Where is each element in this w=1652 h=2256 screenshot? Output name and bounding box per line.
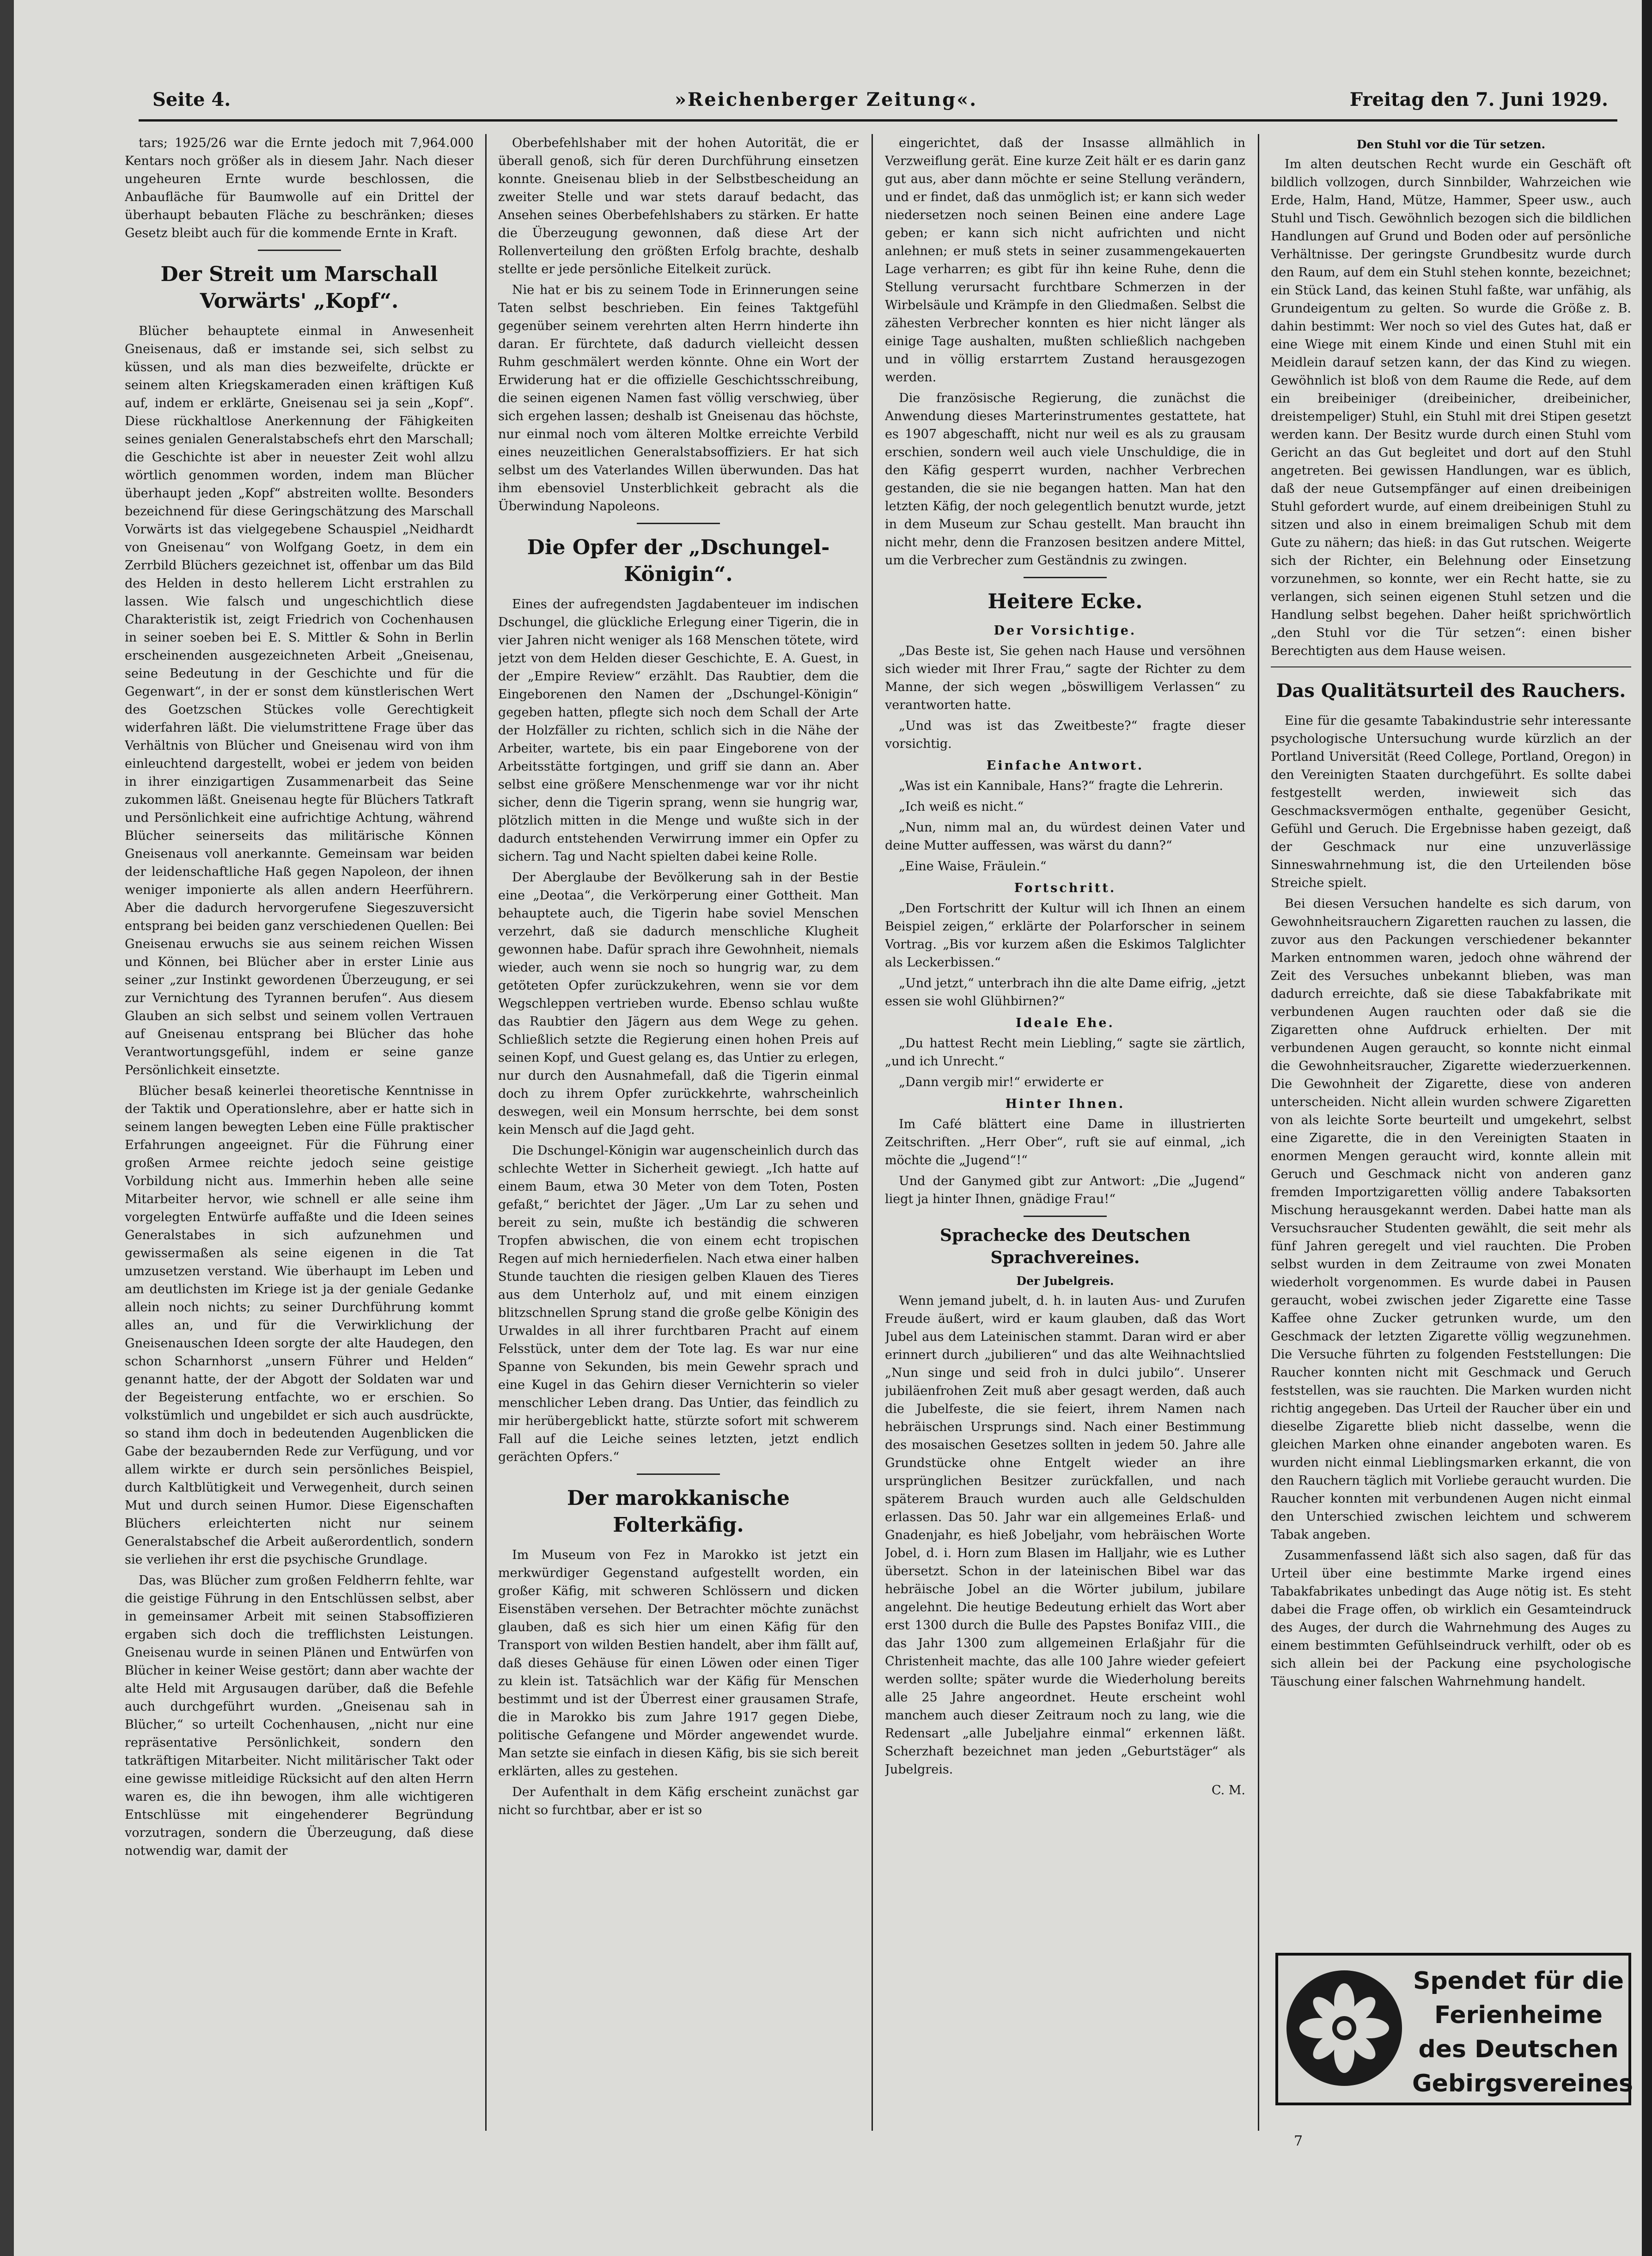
paragraph: Zusammenfassend läßt sich also sagen, daß für das Urteil über eine bestimmte Marke irgend eines Tabakfabrikates unbedingt das Auge nötig ist. Es steht dabei die Frage offen, ob wirklich ein Gesamteindruck des Auges, der durch die Wahrnehmung des Auges zu einem bestimmten Gefühlseindruck verhilft, oder ob es sich allein bei der Packung eine psychologische Täuschung einer falschen Wahrnehmung handelt. bbox=[1271, 1548, 1631, 1689]
column-1 bbox=[125, 134, 474, 2121]
joke-title: Fortschritt. bbox=[1014, 881, 1116, 895]
masthead-title: »Reichenberger Zeitung«. bbox=[675, 89, 978, 110]
page-header bbox=[152, 89, 1608, 116]
paragraph: Bei diesen Versuchen handelte es sich darum, von Gewohnheitsrauchern Zigaretten rauchen zu lassen, die zuvor aus den Packungen verschiedener bekannter Marken entnommen waren, jedoch ohne während der Zeit des Versuches unbekannt blieben, was man dadurch erreichte, daß sie diese Tabakfabrikate mit verbundenen Augen rauchten oder daß sie die Zigaretten ohne Aufdruck erhielten. Der mit verbundenen Augen geraucht, so konnte nicht einmal die Gewohnheitsraucher, Zigarette wiederzuerkennen. Die Gewohnheit der Zigarette, diese von anderen unterscheiden. Nicht allein wurden schwere Zigaretten von als leichte Sorte beurteilt und umgekehrt, selbst eine Zigarette, die in den Vereinigten Staaten in enormen Mengen geraucht wird, konnte allein mit Geruch und Geschmack nicht von anderen ganz fremden Importzigaretten völlig andere Tabaksorten Mischung herausgekannt werden. Dabei hatte man als Versuchsraucher Studenten gewählt, die seit mehr als fünf Jahren geregelt und viel rauchten. Die Proben selbst wurden in dem Zeitraume von zwei Monaten wiederholt vorgenommen. Es wurde dabei in Pausen geraucht, wobei zwischen jeder Zigarette eine Tasse Kaffee ohne Zucker getrunken wurde, um den Geschmack der letzten Zigarette völlig wegzunehmen. Die Versuche führten zu folgenden Feststellungen: Die Raucher konnten nicht mit Geschmack und Geruch feststellen, was sie rauchten. Die Marken wurden nicht richtig angegeben. Das Urteil der Raucher über ein und dieselbe Zigarette blieb nicht dasselbe, wenn die gleichen Marken ohne einander angeboten waren. Es wurden nicht einmal Lieblingsmarken erkannt, die von den Rauchern täglich mit Vorliebe geraucht wurden. Die Raucher konnten mit verbundenen Augen nicht einmal den Unterschied zwischen leichtem und schwerem Tabak angeben. bbox=[1271, 897, 1631, 1542]
joke-text: „Eine Waise, Fräulein.“ bbox=[899, 859, 1047, 874]
separator bbox=[637, 523, 720, 524]
author-signature: C. M. bbox=[1211, 1783, 1245, 1797]
column-divider bbox=[485, 134, 487, 2131]
paragraph: Blücher besaß keinerlei theoretische Kenntnisse in der Taktik und Operationslehre, aber er hatte sich in seinem langen bewegten Leben eine Fülle praktischer Erfahrungen angeeignet. Für die Führung einer großen Armee reichte jedoch seine geistige Vorbildung nicht aus. Immerhin heben alle seine Mitarbeiter hervor, wie schnell er alle seine ihm vorgelegten Entwürfe auffaßte und die Ideen seines Generalstabes in sich aufzunehmen und gewissermaßen als seine eigenen in die Tat umzusetzen verstand. Wie überhaupt im Leben und am deutlichsten im Kriege ist ja der geniale Gedanke allein noch nichts; zu seiner Durchführung kommt alles an, und für die Verwirklichung der Gneisenauschen Ideen sorgte der alte Haudegen, den schon Scharnhorst „unsern Führer und Helden“ genannt hatte, der der Abgott der Soldaten war und der Begeisterung entfachte, wo er erschien. So volkstümlich und ungebildet er sich auch ausdrückte, so stand ihm doch in bedeutenden Augenblicken die Gabe der bezaubernden Rede zur Verfügung, und vor allem wirkte er durch sein persönliches Beispiel, durch Kaltblütigkeit und Verwegenheit, durch seinen Mut und durch seinen Humor. Diese Eigenschaften Blüchers erleichterten nicht nur seinem Generalstabschef die Arbeit außerordentlich, sondern sie verliehen ihr erst die psychische Grundlage. bbox=[125, 1084, 474, 1567]
paragraph: eingerichtet, daß der Insasse allmählich in Verzweiflung gerät. Eine kurze Zeit hält er es darin ganz gut aus, aber dann möchte er seine Stellung verändern, und er findet, daß das unmöglich ist; er kann sich weder niedersetzen noch seinen Beinen eine andere Lage geben; er kann sich nicht aufrichten und nicht anlehnen; er muß stets in seiner zusammengekauerten Lage verharren; es gibt für ihn keine Ruhe, denn die Stellung verursacht furchtbare Schmerzen in der Wirbelsäule und Krämpfe in den Gliedmaßen. Selbst die zähesten Verbrecher konnten es hier nicht länger als einige Tage aushalten, mußten schließlich nachgeben und in völlig erstarrtem Zustand herausgezogen werden. bbox=[885, 136, 1245, 385]
scan-edge-left bbox=[0, 0, 14, 2256]
headline-bluecher: Der Streit um Marschall Vorwärts' „Kopf“. bbox=[160, 263, 438, 313]
joke-text: „Was ist ein Kannibale, Hans?“ fragte die Lehrerin. bbox=[899, 779, 1223, 793]
separator bbox=[1024, 1216, 1107, 1217]
joke-title: Hinter Ihnen. bbox=[1005, 1097, 1125, 1111]
separator bbox=[1024, 577, 1107, 578]
page-number: Seite 4. bbox=[152, 89, 231, 110]
paragraph: Der Aufenthalt in dem Käfig erscheint zunächst gar nicht so furchtbar, aber er ist so bbox=[498, 1785, 859, 1817]
headline-heitere-ecke: Heitere Ecke. bbox=[988, 590, 1143, 613]
paragraph: Nie hat er bis zu seinem Tode in Erinnerungen seine Taten selbst beschrieben. Ein feines Taktgefühl gegenüber seinem verehrten alten Herrn hinderte ihn daran. Er fürchtete, daß dadurch vielleicht dessen Ruhm geschmälert werden könnte. Ohne ein Wort der Erwiderung hat er die offizielle Geschichtsschreibung, die seinen eigenen Namen fast völlig verschwieg, über sich ergehen lassen; deshalb ist Gneisenau das höchste, nur einmal noch vom älteren Moltke erreichte Verbild eines neuzeitlichen Generalstabsoffiziers. Er hat sich selbst um des Vaterlandes Willen überwunden. Das hat ihm ebensoviel Unsterblichkeit gebracht als die Überwindung Napoleons. bbox=[498, 283, 859, 514]
headline-dschungel-koenigin: Die Opfer der „Dschungel-Königin“. bbox=[527, 536, 830, 586]
paragraph: Der Aberglaube der Bevölkerung sah in der Bestie eine „Deotaa“, die Verkörperung einer Gottheit. Man behauptete auch, die Tigerin habe soviel Menschen verzehrt, daß sie dadurch menschliche Klugheit gewonnen habe. Dafür sprach ihre Gewohnheit, niemals wieder, auch wenn sie noch so hungrig war, zu dem getöteten Opfer zurückzukehren, wenn sie vor dem Wegschleppen vertrieben wurde. Ebenso schlau wußte das Raubtier den Jägern aus dem Wege zu gehen. Schließlich setzte die Regierung einen hohen Preis auf seinen Kopf, und Guest gelang es, das Untier zu erlegen, nur durch den Ausnahmefall, daß die Tigerin einmal doch zu ihrem Opfer zurückkehrte, wahrscheinlich deswegen, weil ein Monsum herrschte, bei dem sonst kein Mensch auf die Jagd geht. bbox=[498, 870, 859, 1137]
joke-text: Im Café blättert eine Dame in illustrierten Zeitschriften. „Herr Ober“, ruft sie auf einmal, „ich möchte die „Jugend“!“ bbox=[885, 1117, 1245, 1168]
paragraph: Im alten deutschen Recht wurde ein Geschäft oft bildlich vollzogen, durch Sinnbilder, Wahrzeichen wie Erde, Halm, Hand, Mütze, Hammer, Speer usw., auch Stuhl und Tisch. Gewöhnlich bezogen sich die bildlichen Handlungen auf Grund und Boden oder auf persönliche Verhältnisse. Der geringste Grundbesitz wurde durch den Raum, auf dem ein Stuhl stehen konnte, bezeichnet; ein Stück Land, das keinen Stuhl faßte, war unfähig, als Grundeigentum zu gelten. So wurde die Größe z. B. dahin bestimmt: Wer noch so viel des Gutes hat, daß er eine Wiege mit einem Kinde und einen Stuhl mit ein Meidlein darauf setzen kann, der das Kind zu wiegen. Gewöhnlich ist bloß von dem Raume die Rede, auf dem ein breibeiniger (dreibeinicher, dreibeinicher, dreistempeliger) Stuhl, ein Stuhl mit drei Stipen gesetzt werden kann. Der Besitz wurde durch einen Stuhl vom Gericht an das Gut begleitet und dort auf den Stuhl angetreten. Bei gewissen Handlungen, war es üblich, daß der neue Gutsempfänger auf einen dreibeinigen Stuhl gefordert wurde, auf einem dreibeinigen Stuhl zu sitzen und also in einem breimaligen Schub mit dem Gute zu nähern; das hieß: in das Gut rutschen. Weigerte sich der Richter, ein Belehnung oder Einsetzung vorzunehmen, so konnte, wer ein Recht hatte, sie zu verlangen, sich seinen eigenen Stuhl setzen und die Handlung selbst begehen. Daher heißt sprichwörtlich „den Stuhl vor die Tür setzen“: einen bisher Berechtigten aus dem Hause weisen. bbox=[1271, 157, 1631, 658]
subheadline-stuhl: Den Stuhl vor die Tür setzen. bbox=[1356, 138, 1546, 151]
joke-text: Und der Ganymed gibt zur Antwort: „Die „Jugend“ liegt ja hinter Ihnen, gnädige Frau!“ bbox=[885, 1174, 1245, 1206]
appeal-line: Gebirgsvereines bbox=[1412, 2070, 1633, 2097]
appeal-line: des Deutschen bbox=[1418, 2036, 1619, 2063]
column-4 bbox=[1271, 134, 1631, 2121]
joke-title: Der Vorsichtige. bbox=[994, 624, 1137, 638]
headline-sprachecke: Sprachecke des Deutschen Sprachvereines. bbox=[939, 1226, 1190, 1267]
joke-title: Einfache Antwort. bbox=[986, 758, 1144, 773]
appeal-line: Spendet für die bbox=[1413, 1967, 1624, 1995]
column-2 bbox=[498, 134, 859, 2121]
joke-text: „Ich weiß es nicht.“ bbox=[899, 800, 1024, 814]
joke-text: „Und was ist das Zweitbeste?“ fragte dieser vorsichtig. bbox=[885, 719, 1245, 751]
paragraph: Blücher behauptete einmal in Anwesenheit Gneisenaus, daß er imstande sei, sich selbst zu küssen, und als man dies bezweifelte, drückte er seinem alten Kriegskameraden einen kräftigen Kuß auf, indem er erklärte, Gneisenau sei ja sein „Kopf“. Diese rückhaltlose Anerkennung der Fähigkeiten seines genialen Generalstabschefs ehrt den Marschall; die Geschichte ist aber in neuester Zeit wohl allzu wörtlich genommen worden, indem man Blücher überhaupt jeden „Kopf“ abstreiten wollte. Besonders bezeichnend für diese Geringschätzung des Marschall Vorwärts ist das vielgegebene Schauspiel „Neidhardt von Gneisenau“ von Wolfgang Goetz, in dem ein Zerrbild Blüchers gezeichnet ist, offenbar um das Bild des Helden in desto hellerem Licht erstrahlen zu lassen. Wie falsch und ungeschichtlich diese Charakteristik ist, zeigt Friedrich von Cochenhausen in seiner soeben bei E. S. Mittler & Sohn in Berlin erscheinenden ausgezeichneten Arbeit „Gneisenau, seine Bedeutung in der Geschichte und für die Gegenwart“, in der er sonst dem künstlerischen Wert des Goetzschen Stückes volle Gerechtigkeit widerfahren läßt. Die vielumstrittene Frage über das Verhältnis von Blücher und Gneisenau wird von ihm einleuchtend dargestellt, wobei er jedem von beiden in ihrer einzigartigen Zusammenarbeit das Seine zukommen läßt. Gneisenau hegte für Blüchers Tatkraft und Persönlichkeit eine aufrichtige Achtung, während Blücher seinerseits das militärische Können Gneisenaus voll anerkannte. Gemeinsam war beiden der leidenschaftliche Haß gegen Napoleon, der ihnen weniger imponierte als allen andern Heerführern. Aber die dadurch hervorgerufene Siegeszuversicht entsprang bei beiden ganz verschiedenen Quellen: Bei Gneisenau erwuchs sie aus seinem reichen Wissen und Können, bei Blücher aber in erster Linie aus seiner „zur Instinkt gewordenen Überzeugung, er sei zur Vernichtung des Tyrannen berufen“. Aus diesem Glauben an sich selbst und seinem vollen Vertrauen auf Gneisenau entsprang bei Blücher das hohe Verantwortungsgefühl, indem er seine ganze Persönlichkeit einsetzte. bbox=[125, 324, 474, 1077]
separator bbox=[1271, 666, 1631, 667]
issue-date: Freitag den 7. Juni 1929. bbox=[1349, 89, 1608, 110]
joke-text: „Den Fortschritt der Kultur will ich Ihnen an einem Beispiel zeigen,“ erklärte der Polarforscher in seinem Vortrag. „Bis vor kurzem aßen die Eskimos Talglichter als Leckerbissen.“ bbox=[885, 901, 1245, 970]
joke-title: Ideale Ehe. bbox=[1016, 1016, 1115, 1030]
separator bbox=[637, 1473, 720, 1475]
joke-text: „Du hattest Recht mein Liebling,“ sagte sie zärtlich, „und ich Unrecht.“ bbox=[885, 1036, 1245, 1069]
appeal-text bbox=[1412, 1964, 1633, 2101]
column-divider bbox=[872, 134, 873, 2131]
joke-text: „Dann vergib mir!“ erwiderte er bbox=[899, 1075, 1103, 1089]
subheadline-jubelgreis: Der Jubelgreis. bbox=[1016, 1274, 1114, 1288]
appeal-line: Ferienheime bbox=[1434, 2001, 1603, 2029]
paragraph: Oberbefehlshaber mit der hohen Autorität, die er überall genoß, sich für deren Durchführung einsetzen konnte. Gneisenau blieb in der Selbstbescheidung an zweiter Stelle und war stets darauf bedacht, das Ansehen seines Oberbefehlshabers zu stärken. Er hatte die Überzeugung gewonnen, daß diese Art der Rollenverteilung den größten Erfolg brachte, deshalb stellte er jede persönliche Eitelkeit zurück. bbox=[498, 136, 859, 276]
paragraph: Eine für die gesamte Tabakindustrie sehr interessante psychologische Untersuchung wurde kürzlich an der Portland Universität (Reed College, Portland, Oregon) in den Vereinigten Staaten durchgeführt. Es sollte dabei festgestellt werden, inwieweit sich das Geschmacksvermögen enthalte, gegenüber Gesicht, Gefühl und Geruch. Die Ergebnisse haben gezeigt, daß der Geschmack nur eine unzuverlässige Sinneswahrnehmung ist, die den Urteilenden böse Streiche spielt. bbox=[1271, 714, 1631, 890]
column-divider bbox=[1258, 134, 1259, 2131]
appeal-box bbox=[1275, 1953, 1631, 2105]
joke-text: „Nun, nimm mal an, du würdest deinen Vater und deine Mutter auffessen, was wärst du dann?“ bbox=[885, 820, 1245, 853]
edelweiss-emblem-icon bbox=[1286, 1970, 1402, 2086]
paragraph: Die französische Regierung, die zunächst die Anwendung dieses Marterinstrumentes gestattete, hat es 1907 abgeschafft, nicht nur weil es als zu grausam erschien, sondern weil auch viele Unschuldige, die in den Käfig gesperrt wurden, nachher Verbrechen gestanden, die sie nie begangen hatten. Man hat den letzten Käfig, der noch gelegentlich benutzt wurde, jetzt in dem Museum zur Schau gestellt. Man braucht ihn nicht mehr, denn die Franzosen besitzen andere Mittel, um die Verbrecher zum Geständnis zu zwingen. bbox=[885, 391, 1245, 568]
article-continuation: tars; 1925/26 war die Ernte jedoch mit 7,964.000 Kentars noch größer als in diesem Jahr. Nach dieser ungeheuren Ernte wurde beschlossen, die Anbaufläche für Baumwolle auf ein Drittel der überhaupt bebauten Fläche zu beschränken; dieses Gesetz bleibt auch für die kommende Ernte in Kraft. bbox=[125, 136, 474, 240]
joke-text: „Und jetzt,“ unterbrach ihn die alte Dame eifrig, „jetzt essen sie wohl Glühbirnen?“ bbox=[885, 976, 1245, 1009]
stray-mark: 7 bbox=[1294, 2133, 1303, 2149]
separator bbox=[258, 250, 341, 251]
paragraph: Eines der aufregendsten Jagdabenteuer im indischen Dschungel, die glückliche Erlegung einer Tigerin, die in vier Jahren nicht weniger als 168 Menschen tötete, wird jetzt von dem Helden dieser Geschichte, E. A. Guest, in der „Empire Review“ erzählt. Das Raubtier, dem die Eingeborenen den Namen der „Dschungel-Königin“ gegeben hatten, pflegte sich noch dem Schall der Arte der Holzfäller zu richten, schlich sich in die Nähe der Arbeiter, wartete, bis ein paar Eingeborene von der Arbeitsstätte fortgingen, und griff sie dann an. Aber selbst eine größere Menschenmenge war vor ihr nicht sicher, denn die Tigerin sprang, wenn sie hungrig war, plötzlich mitten in die Menge und wußte sich in der dadurch entstehenden Verwirrung immer ein Opfer zu sichern. Tag und Nacht spielten dabei keine Rolle. bbox=[498, 597, 859, 864]
headline-qualitaetsurteil: Das Qualitätsurteil des Rauchers. bbox=[1276, 680, 1626, 702]
joke-text: „Das Beste ist, Sie gehen nach Hause und versöhnen sich wieder mit Ihrer Frau,“ sagte der Richter zu dem Manne, der sich wegen „böswilligem Verlassen“ zu verantworten hatte. bbox=[885, 644, 1245, 712]
paragraph: Das, was Blücher zum großen Feldherrn fehlte, war die geistige Führung in den Entschlüssen selbst, aber in gemeinsamer Arbeit mit seinen Stabsoffizieren ergaben sich doch die trefflichsten Leistungen. Gneisenau wurde in seinen Plänen und Entwürfen von Blücher in keiner Weise gestört; dann aber wachte der alte Held mit Argusaugen darüber, daß die Befehle auch durchgeführt wurden. „Gneisenau sah in Blücher,“ so urteilt Cochenhausen, „nicht nur eine repräsentative Persönlichkeit, sondern den tatkräftigen Mitarbeiter. Nicht militärischer Takt oder eine gewisse mitleidige Rücksicht auf den alten Herrn waren es, die ihn bewogen, ihm alle wichtigeren Entschlüsse mit eingehenderer Begründung vorzutragen, sondern die Überzeugung, daß diese notwendig war, damit der bbox=[125, 1573, 474, 1858]
paragraph: Im Museum von Fez in Marokko ist jetzt ein merkwürdiger Gegenstand aufgestellt worden, ein großer Käfig, mit schweren Schlössern und dicken Eisenstäben versehen. Der Betrachter möchte zunächst glauben, daß es sich hier um einen Käfig für den Transport von wilden Bestien handelt, aber ihm fällt auf, daß dieses Gehäuse für einen Löwen oder einen Tiger zu klein ist. Tatsächlich war der Käfig für Menschen bestimmt und ist der Überrest einer grausamen Strafe, die in Marokko bis zum Jahre 1917 gegen Diebe, politische Gefangene und Mörder angewendet wurde. Man setzte sie einfach in diesen Käfig, bis sie sich bereit erklärten, alles zu gestehen. bbox=[498, 1548, 859, 1779]
paragraph: Wenn jemand jubelt, d. h. in lauten Aus- und Zurufen Freude äußert, wird er kaum glauben, daß das Wort Jubel aus dem Lateinischen stammt. Daran wird er aber erinnert durch „jubilieren“ und das alte Weihnachtslied „Nun singe und seid froh in dulci jubilo“. Unserer jubiläenfrohen Zeit muß aber gesagt werden, daß auch die Jubelfeste, die sie feiert, ihrem Namen nach hebräischen Ursprungs sind. Nach einer Bestimmung des mosaischen Gesetzes sollten in jedem 50. Jahre alle Grundstücke ohne Entgelt wieder an ihre ursprünglichen Besitzer zurückfallen, und nach späterem Brauch wurden auch alle Geldschulden erlassen. Das 50. Jahr war ein allgemeines Erlaß- und Gnadenjahr, es hieß Jobeljahr, vom hebräischen Worte Jobel, d. i. Horn zum Blasen im Halljahr, wie es Luther übersetzt. Schon in der lateinischen Bibel war das hebräische Jobel an die Wörter jubilum, jubilare angelehnt. Die heutige Bedeutung erhielt das Wort aber erst 1300 durch die Bulle des Papstes Bonifaz VIII., die das Jahr 1300 zum allgemeinen Erlaßjahr für die Christenheit machte, das alle 100 Jahre wieder gefeiert werden sollte; später wurde die Wiederholung bereits alle 25 Jahre angeordnet. Heute erscheint wohl manchem auch dieser Zeitraum noch zu lang, wie die Redensart „alle Jubeljahre einmal“ erkennen läßt. Scherzhaft bezeichnet man jeden „Geburtstäger“ als Jubelgreis. bbox=[885, 1294, 1245, 1777]
column-3 bbox=[885, 134, 1245, 2121]
header-rule bbox=[139, 119, 1617, 122]
edelweiss-icon bbox=[1286, 1970, 1402, 2086]
scan-edge-right bbox=[1642, 0, 1652, 2256]
paragraph: Die Dschungel-Königin war augenscheinlich durch das schlechte Wetter in Sicherheit gewiegt. „Ich hatte auf einem Baum, etwa 30 Meter von dem Toten, Posten gefaßt,“ berichtet der Jäger. „Um Lar zu sehen und bereit zu sein, mußte ich beständig die schweren Tropfen abwischen, die von einem echt tropischen Regen auf mich herniederfielen. Nach etwa einer halben Stunde tauchten die riesigen gelben Klauen des Tieres aus dem Unterholz auf, und mit einem einzigen blitzschnellen Sprung stand die große gelbe Königin des Urwaldes in all ihrer furchtbaren Pracht auf einem Felsstück, unter dem der Tote lag. Es war nur eine Spanne von Sekunden, bis mein Gewehr sprach und eine Kugel in das Gehirn dieser Vernichterin so vieler menschlicher Leben drang. Das Untier, das feindlich zu mir herübergeblickt hatte, stürzte sofort mit schwerem Fall auf die Leiche seines letzten, jetzt endlich gerächten Opfers.“ bbox=[498, 1143, 859, 1464]
headline-folterkaefig: Der marokkanische Folterkäfig. bbox=[567, 1486, 790, 1537]
